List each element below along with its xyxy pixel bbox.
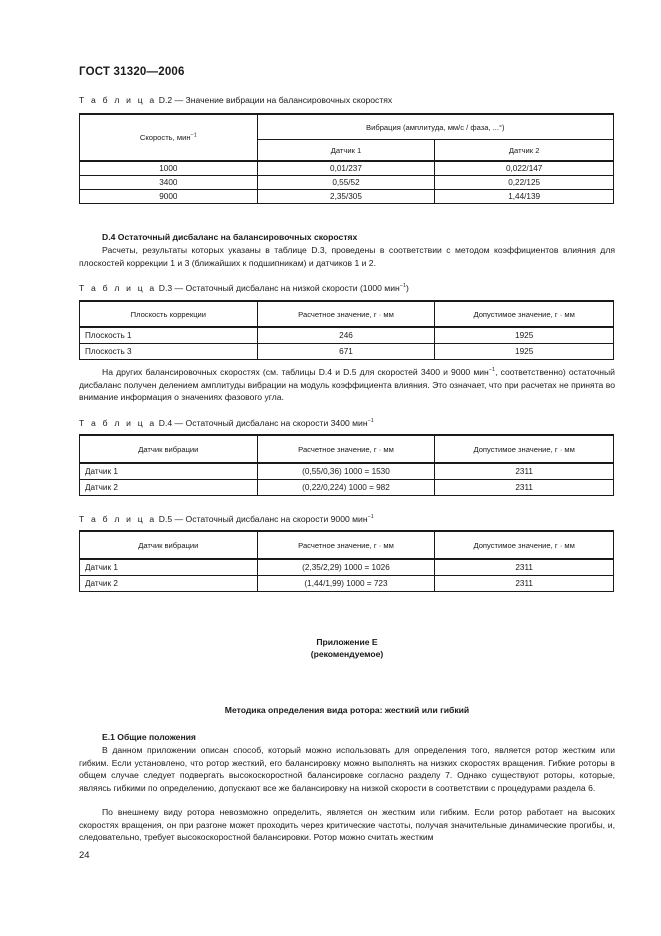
- table-row: 3400 0,55/52 0,22/125: [80, 176, 614, 190]
- header-cell-sensor1: Датчик 1: [257, 140, 435, 162]
- appendix-heading: [79, 636, 615, 660]
- header-cell-sensor2: Датчик 2: [435, 140, 614, 162]
- header-cell-calculated: Расчетное значение, г · мм: [257, 531, 435, 559]
- page-number: 24: [79, 850, 90, 861]
- table-row: Датчик 2 (1,44/1,99) 1000 = 723 2311: [80, 576, 614, 592]
- header-cell-calculated: Расчетное значение, г · мм: [257, 435, 435, 463]
- appendix-status: (рекомендуемое): [310, 649, 384, 659]
- table-d3: [79, 300, 614, 360]
- caption-text: D.2 — Значение вибрации на балансировочных скоростях: [156, 95, 393, 105]
- table-row: Датчик 1 (0,55/0,36) 1000 = 1530 2311: [80, 463, 614, 480]
- table-prefix: Т а б л и ц а: [79, 95, 157, 105]
- table-row: Плоскость 3 671 1925: [80, 344, 614, 360]
- table-row: 9000 2,35/305 1,44/139: [80, 190, 614, 204]
- table-d2-caption: [79, 95, 392, 105]
- header-cell-plane: Плоскость коррекции: [80, 301, 258, 327]
- header-cell-allowed: Допустимое значение, г · мм: [435, 435, 614, 463]
- table-d5: [79, 530, 614, 592]
- header-cell-sensor: Датчик вибрации: [80, 435, 258, 463]
- table-d4-caption: Т а б л и ц а D.4 — Остаточный дисбаланс на скорости 3400 мин$^{-1}$: [79, 418, 374, 428]
- table-d4: [79, 434, 614, 496]
- paragraph-other-speeds: На других балансировочных скоростях (см. таблицы D.4 и D.5 для скоростей 3400 и 9000 мин$^{-1}$, соответственно) остаточный дисбаланс получен делением амплитуды вибрации на модуль коэффициента влияния. Это означает, что при расчетах не принята во внимание информация о значениях фазового угла.: [79, 367, 615, 403]
- header-cell-allowed: Допустимое значение, г · мм: [435, 531, 614, 559]
- header-cell-speed: Скорость, мин$^{-1}$: [80, 114, 258, 161]
- table-d3-caption: Т а б л и ц а D.3 — Остаточный дисбаланс на низкой скорости (1000 мин$^{-1}$): [79, 283, 409, 293]
- header-cell-allowed: Допустимое значение, г · мм: [435, 301, 614, 327]
- section-e1-paragraph-1: В данном приложении описан способ, который можно использовать для определения того, является ротор жестким или гибким. Если установлено, что ротор жесткий, его балансировку можно выполнять на низких скоростях вращения. Гибкие роторы в общем случае следует подвергать высокоскоростной балансировке согласно разделу 7. Однако существуют роторы, которые, являясь гибкими по определению, допускают все же балансировку на низкой скорости в соответствии с процедурами раздела 6.: [79, 745, 615, 793]
- section-d4-text: Расчеты, результаты которых указаны в таблице D.3, проведены в соответствии с методом коэффициентов влияния для плоскостей коррекции 1 и 3 (ближайших к подшипникам) и датчиков 1 и 2.: [79, 245, 615, 268]
- table-row: Плоскость 1 246 1925: [80, 327, 614, 344]
- table-row: 1000 0,01/237 0,022/147: [80, 161, 614, 176]
- table-row: Датчик 2 (0,22/0,224) 1000 = 982 2311: [80, 480, 614, 496]
- appendix-label: Приложение Е: [316, 637, 378, 647]
- section-d4-title: D.4 Остаточный дисбаланс на балансировочных скоростях: [102, 232, 358, 242]
- header-cell-sensor: Датчик вибрации: [80, 531, 258, 559]
- document-header: ГОСТ 31320—2006: [79, 66, 185, 78]
- header-cell-calculated: Расчетное значение, г · мм: [257, 301, 435, 327]
- section-e1-title: Е.1 Общие положения: [102, 732, 196, 742]
- appendix-title: Методика определения вида ротора: жесткий или гибкий: [224, 705, 470, 715]
- header-cell-vibration: Вибрация (амплитуда, мм/с / фаза, ...°): [257, 114, 613, 140]
- section-e1-paragraph-2: По внешнему виду ротора невозможно определить, является он жестким или гибким. Если ротор работает на высоких скоростях вращения, он при разгоне может проходить через критические частоты, получая значительные динамические прогибы, и, следовательно, требует высокоскоростной балансировки. Ротор можно считать жестким: [79, 807, 615, 843]
- table-d2: [79, 113, 614, 204]
- table-d5-caption: Т а б л и ц а D.5 — Остаточный дисбаланс на скорости 9000 мин$^{-1}$: [79, 514, 374, 524]
- table-row: Датчик 1 (2,35/2,29) 1000 = 1026 2311: [80, 559, 614, 576]
